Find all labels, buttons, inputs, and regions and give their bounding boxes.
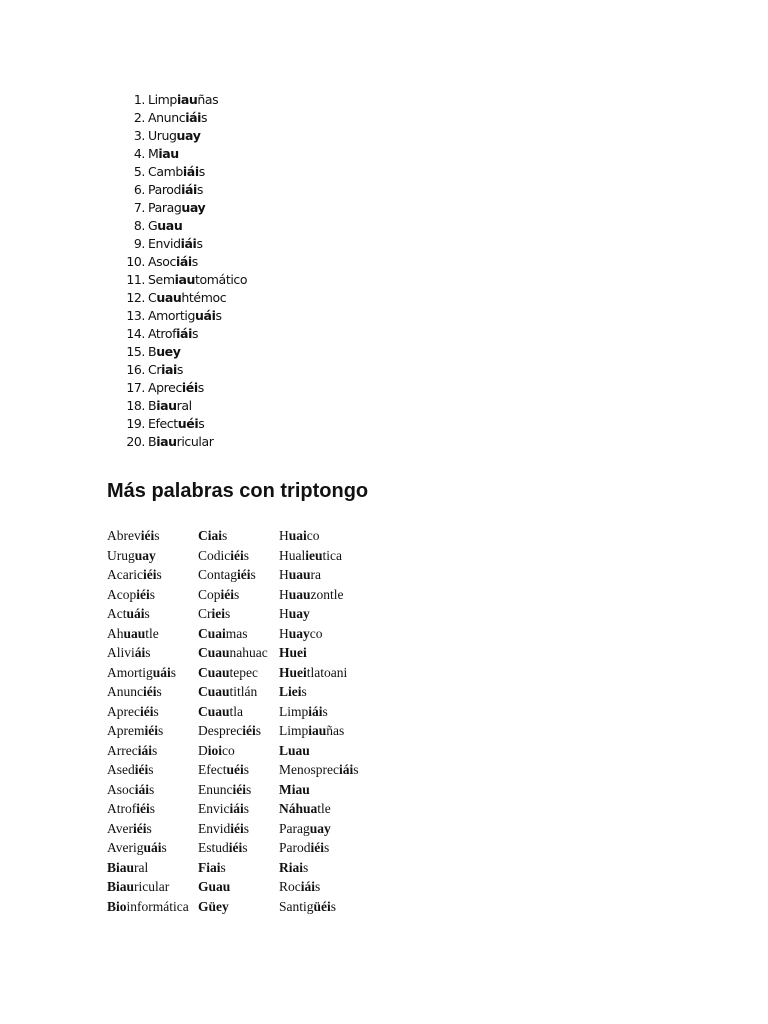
list-item bbox=[108, 163, 247, 181]
list-item bbox=[108, 433, 247, 451]
list-item bbox=[108, 217, 247, 235]
list-item-number: 13. bbox=[126, 308, 145, 323]
list-item-number: 15. bbox=[126, 344, 145, 359]
list-item-word: Uruguay bbox=[148, 128, 201, 143]
list-item-number: 12. bbox=[126, 290, 145, 305]
word-cell: Huei bbox=[279, 645, 307, 660]
word-cell: Santigüéis bbox=[279, 898, 337, 914]
word-cell: Efectuéis bbox=[198, 762, 250, 777]
word-cell: Huaico bbox=[279, 528, 320, 543]
list-item bbox=[108, 145, 247, 163]
word-cell: Apremiéis bbox=[107, 723, 164, 738]
list-item-word: Miau bbox=[148, 146, 179, 161]
word-cell: Hueitlatoani bbox=[279, 664, 348, 680]
list-item-number: 19. bbox=[126, 416, 145, 431]
word-table bbox=[107, 526, 389, 916]
word-cell: Acopiéis bbox=[107, 586, 156, 602]
word-cell: Ahuautle bbox=[107, 625, 159, 641]
list-item bbox=[108, 91, 247, 109]
list-item-number: 16. bbox=[126, 362, 145, 377]
list-item bbox=[108, 127, 247, 145]
word-cell: Actuáis bbox=[107, 606, 150, 621]
list-item-word: Biaural bbox=[148, 398, 192, 413]
list-item-number: 5. bbox=[133, 164, 145, 179]
word-cell: Cuaimas bbox=[198, 625, 248, 641]
word-cell: Fiais bbox=[198, 859, 226, 875]
word-cell: Arreciáis bbox=[107, 742, 158, 758]
word-cell: Huayco bbox=[279, 625, 323, 641]
list-item-word: Paraguay bbox=[148, 200, 206, 215]
word-cell: Asociáis bbox=[107, 781, 155, 797]
list-item-number: 9. bbox=[133, 236, 145, 251]
word-cell: Huauzontle bbox=[279, 586, 344, 602]
list-item-word: Biauricular bbox=[148, 434, 214, 449]
word-cell: Apreciéis bbox=[107, 703, 159, 719]
list-item-number: 14. bbox=[126, 326, 145, 341]
list-item bbox=[108, 253, 247, 271]
word-cell: Miau bbox=[279, 781, 310, 797]
word-cell: Menospreciáis bbox=[279, 762, 359, 777]
word-column-2 bbox=[198, 526, 279, 916]
list-item bbox=[108, 415, 247, 433]
list-item-number: 4. bbox=[133, 146, 145, 161]
list-item-word: Buey bbox=[148, 344, 181, 359]
word-cell: Cuautitlán bbox=[198, 684, 258, 699]
word-cell: Anunciéis bbox=[107, 684, 162, 699]
word-cell: Parodiéis bbox=[279, 840, 330, 855]
list-item bbox=[108, 379, 247, 397]
word-cell: Lieis bbox=[279, 684, 307, 699]
list-item-number: 1. bbox=[133, 92, 145, 107]
word-cell: Atrofiéis bbox=[107, 801, 156, 816]
word-cell: Limpiáis bbox=[279, 703, 328, 719]
list-item-number: 18. bbox=[126, 398, 145, 413]
list-item-word: Asociáis bbox=[148, 254, 198, 269]
word-cell: Contagiéis bbox=[198, 567, 256, 582]
list-item-word: Anunciáis bbox=[148, 110, 208, 125]
list-item-number: 11. bbox=[126, 272, 145, 287]
word-cell: Crieis bbox=[198, 606, 231, 621]
word-cell: Amortiguáis bbox=[107, 664, 177, 680]
list-item-word: Envidiáis bbox=[148, 236, 203, 251]
list-item bbox=[108, 235, 247, 253]
list-item bbox=[108, 343, 247, 361]
list-item bbox=[108, 199, 247, 217]
list-item-word: Cambiáis bbox=[148, 164, 205, 179]
list-item-number: 6. bbox=[133, 182, 145, 197]
word-cell: Aliviáis bbox=[107, 645, 151, 660]
list-item-number: 8. bbox=[133, 218, 145, 233]
list-item bbox=[108, 181, 247, 199]
word-cell: Abreviéis bbox=[107, 528, 160, 543]
word-cell: Dioico bbox=[198, 742, 235, 758]
word-cell: Bioinformática bbox=[107, 898, 189, 914]
word-cell: Guau bbox=[198, 879, 231, 894]
word-cell: Riais bbox=[279, 859, 309, 875]
list-item-word: Semiautomático bbox=[148, 272, 248, 287]
list-item-word: Guau bbox=[148, 218, 183, 233]
list-item-word: Apreciéis bbox=[148, 380, 204, 395]
list-item bbox=[108, 397, 247, 415]
word-cell: Hualieutica bbox=[279, 547, 343, 563]
word-cell: Cuautepec bbox=[198, 664, 258, 680]
list-item-word: Atrofiáis bbox=[148, 326, 199, 341]
list-item bbox=[108, 307, 247, 325]
list-item bbox=[108, 361, 247, 379]
word-cell: Averiéis bbox=[107, 820, 152, 836]
numbered-word-list bbox=[108, 91, 247, 451]
list-item bbox=[108, 289, 247, 307]
word-cell: Huaura bbox=[279, 567, 322, 582]
word-column-3 bbox=[279, 526, 389, 916]
word-cell: Estudiéis bbox=[198, 840, 248, 855]
word-cell: Cuaunahuac bbox=[198, 645, 268, 660]
word-cell: Paraguay bbox=[279, 820, 331, 836]
list-item-word: Limpiauñas bbox=[148, 92, 219, 107]
word-cell: Limpiauñas bbox=[279, 723, 345, 738]
word-cell: Despreciéis bbox=[198, 723, 261, 738]
list-item-number: 7. bbox=[133, 200, 145, 215]
word-cell: Náhuatle bbox=[279, 801, 331, 816]
word-cell: Cuautla bbox=[198, 703, 244, 719]
list-item-number: 20. bbox=[126, 434, 145, 449]
list-item-number: 3. bbox=[133, 128, 145, 143]
word-cell: Acariciéis bbox=[107, 567, 162, 582]
list-item bbox=[108, 109, 247, 127]
word-cell: Uruguay bbox=[107, 547, 156, 563]
word-cell: Enunciéis bbox=[198, 781, 252, 797]
word-cell: Ciais bbox=[198, 528, 228, 543]
word-cell: Güey bbox=[198, 898, 229, 914]
word-column-1 bbox=[107, 526, 198, 916]
word-cell: Copiéis bbox=[198, 586, 240, 602]
word-cell: Rociáis bbox=[279, 879, 321, 894]
list-item-word: Criais bbox=[148, 362, 184, 377]
word-cell: Luau bbox=[279, 742, 310, 758]
word-cell: Huay bbox=[279, 606, 310, 621]
section-heading: Más palabras con triptongo bbox=[107, 480, 369, 502]
word-cell: Asediéis bbox=[107, 762, 154, 777]
list-item-word: Amortiguáis bbox=[148, 308, 222, 323]
word-cell: Codiciéis bbox=[198, 547, 250, 563]
list-item bbox=[108, 271, 247, 289]
word-cell: Biaural bbox=[107, 859, 149, 875]
word-cell: Envidiéis bbox=[198, 820, 250, 836]
list-item-number: 2. bbox=[133, 110, 145, 125]
word-cell: Averiguáis bbox=[107, 840, 167, 855]
list-item-word: Cuauhtémoc bbox=[148, 290, 227, 305]
list-item bbox=[108, 325, 247, 343]
list-item-word: Parodiáis bbox=[148, 182, 204, 197]
word-cell: Enviciáis bbox=[198, 801, 250, 816]
list-item-number: 10. bbox=[126, 254, 145, 269]
list-item-word: Efectuéis bbox=[148, 416, 205, 431]
list-item-number: 17. bbox=[126, 380, 145, 395]
word-cell: Biauricular bbox=[107, 879, 170, 894]
